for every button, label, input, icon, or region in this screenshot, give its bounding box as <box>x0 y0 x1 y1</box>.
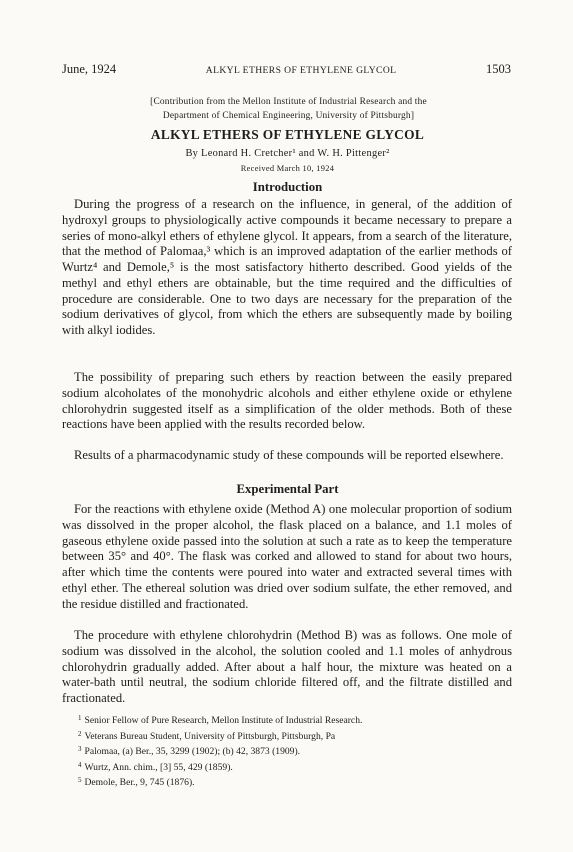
footnote-text: Senior Fellow of Pure Research, Mellon Institute of Industrial Research. <box>84 715 363 726</box>
experimental-heading: Experimental Part <box>236 482 339 496</box>
footnote-mark: 4 <box>78 760 82 769</box>
footnote-text: Veterans Bureau Student, University of Pittsburgh, Pittsburgh, Pa <box>84 730 336 742</box>
intro-paragraph-2: The possibility of preparing such ethers by reaction between the easily prepared sodium alcoholates of the monohydric alcohols and either ethylene oxide or ethylene chlorohydrin suggested itself as a simplification of the older methods. Both of these reactions have been applied with the results recorded below. <box>62 370 512 432</box>
introduction-heading: Introduction <box>252 180 323 194</box>
experimental-paragraph-2: The procedure with ethylene chlorohydrin (Method B) was as follows. One mole of sodium was dissolved in the alcohol, the solution cooled and 1.1 moles of anhydrous chlorohydrin gradually added. After about a half hour, the mixture was heated on a water-bath until neutral, the sodium chloride filtered off, and the filtrate distilled and fractionated. <box>62 628 512 705</box>
footnote-mark: 5 <box>78 776 82 785</box>
footnote <box>78 774 518 790</box>
intro-paragraph-1: During the progress of a research on the influence, in general, of the addition of hydroxyl groups to physiologically active compounds it became necessary to prepare a series of mono-alkyl ethers of ethylene glycol. It appears, from a search of the literature, that the method of Palomaa,³ which is an improved adaptation of the earlier methods of Wurtz⁴ and Demole,⁵ is the most satisfactory hitherto described. Good yields of the methyl and ethyl ethers are obtainable, but the time required and the difficulties of procedure are considerable. One to two days are necessary for the preparation of the sodium derivatives of glycol, from which the ethers are subsequently made by boiling with alkyl iodides. <box>62 197 512 337</box>
affiliation-line-2: Department of Chemical Engineering, University of Pittsburgh] <box>162 111 415 121</box>
footnote <box>78 743 518 759</box>
footnote <box>78 759 518 775</box>
affiliation-line-1: [Contribution from the Mellon Institute of Industrial Research and the <box>150 97 427 107</box>
footnote-mark: 3 <box>78 745 82 754</box>
footnote-mark: 2 <box>78 729 82 738</box>
author-line: By Leonard H. Cretcher¹ and W. H. Pittenger² <box>185 148 390 159</box>
page-number: 1503 <box>485 62 511 76</box>
running-title: ALKYL ETHERS OF ETHYLENE GLYCOL <box>205 65 397 76</box>
intro-paragraph-3: Results of a pharmacodynamic study of these compounds will be reported elsewhere. <box>74 448 504 462</box>
issue-date: June, 1924 <box>62 62 117 76</box>
footnote-text: Palomaa, (a) Ber., 35, 3299 (1902); (b) 42, 3873 (1909). <box>84 746 301 758</box>
footnote <box>78 712 518 728</box>
footnote <box>78 728 518 744</box>
footnotes <box>78 712 518 790</box>
footnote-mark: 1 <box>78 714 82 722</box>
running-header <box>62 62 511 77</box>
footnote-text: Wurtz, Ann. chim., [3] 55, 429 (1859). <box>84 761 233 773</box>
affiliation <box>62 95 515 123</box>
footnote-text: Demole, Ber., 9, 745 (1876). <box>84 777 195 789</box>
experimental-paragraph-1: For the reactions with ethylene oxide (Method A) one molecular proportion of sodium was dissolved in the proper alcohol, the flask placed on a balance, and 1.1 moles of gaseous ethylene oxide passed into the solution at such a rate as to keep the temperature between 35° and 40°. The flask was corked and allowed to stand for about two hours, after which time the contents were poured into water and extracted several times with ethyl ether. The ethereal solution was dried over sodium sulfate, the ether removed, and the residue distilled and fractionated. <box>62 502 512 611</box>
article-title: ALKYL ETHERS OF ETHYLENE GLYCOL <box>150 127 425 142</box>
received-date: Received March 10, 1924 <box>240 164 335 173</box>
